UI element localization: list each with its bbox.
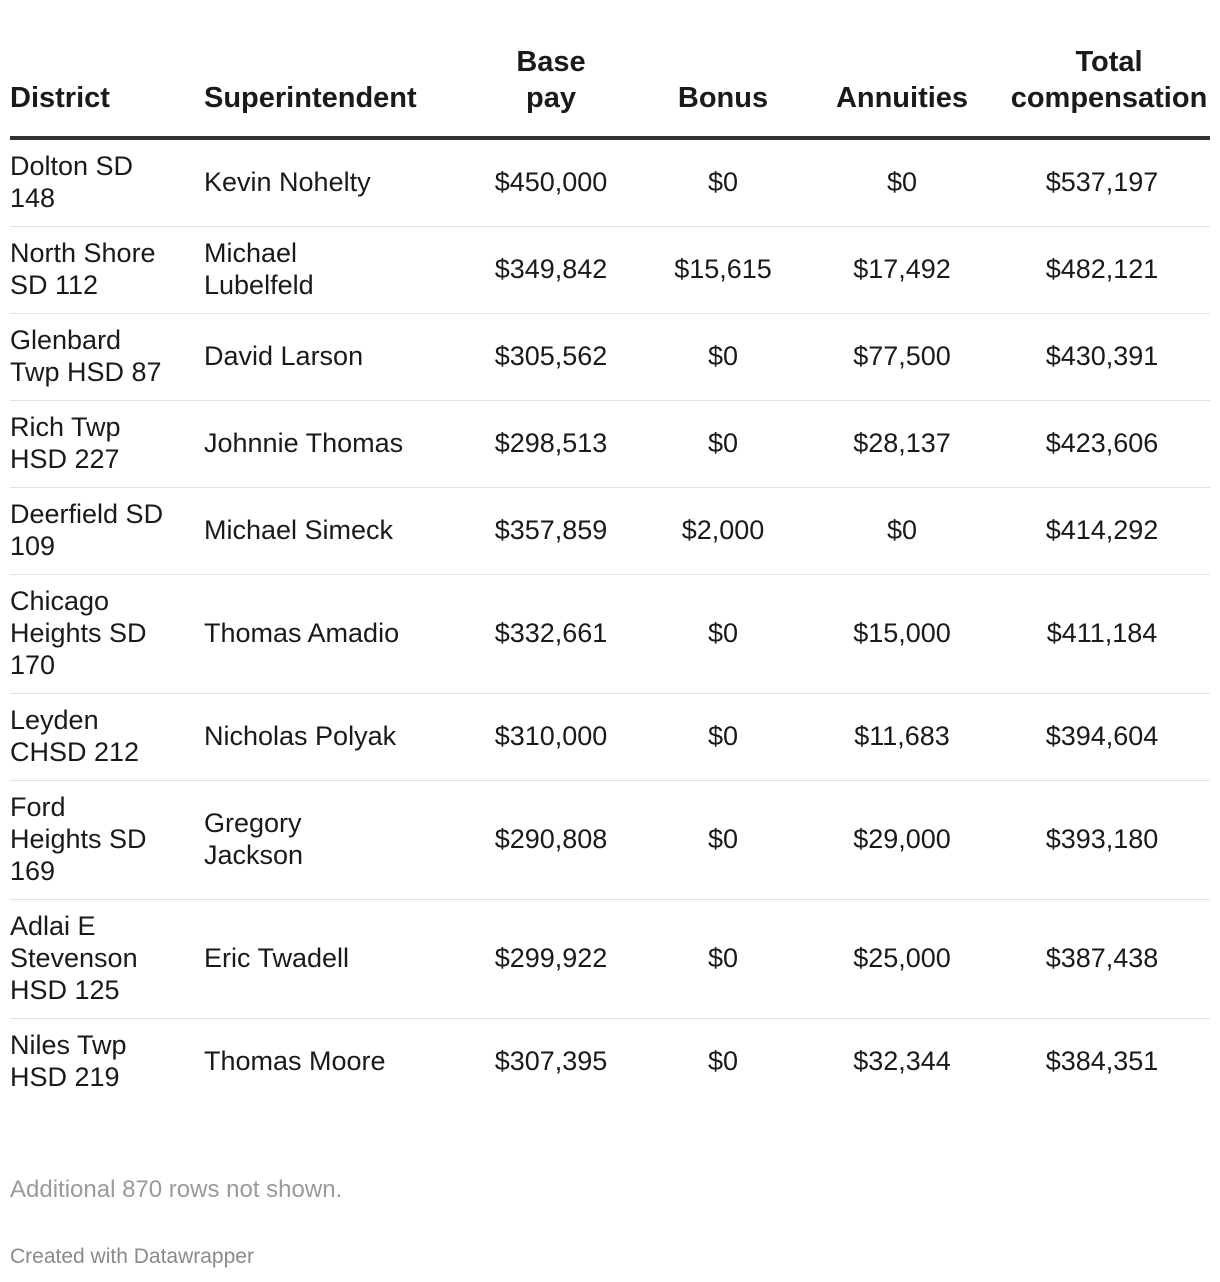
cell-annuities: $77,500 — [810, 314, 994, 401]
cell-superintendent: Nicholas Polyak — [204, 694, 466, 781]
cell-bonus: $2,000 — [636, 488, 810, 575]
cell-district: Glenbard Twp HSD 87 — [10, 314, 204, 401]
table-row — [10, 488, 1210, 575]
cell-annuities: $11,683 — [810, 694, 994, 781]
table-row — [10, 575, 1210, 694]
cell-district: Niles Twp HSD 219 — [10, 1030, 127, 1092]
cell-bonus: $15,615 — [636, 227, 810, 314]
column-header-total-compensation[interactable] — [994, 44, 1210, 138]
table-notes: Additional 870 rows not shown. — [10, 1176, 343, 1203]
table-row — [10, 1019, 1210, 1106]
column-header-annuities[interactable]: Annuities — [810, 44, 994, 138]
column-header-total-line2: compensation — [1010, 82, 1208, 114]
cell-total-compensation: $482,121 — [994, 227, 1210, 314]
table-body — [10, 138, 1210, 1105]
cell-annuities: $29,000 — [810, 781, 994, 900]
cell-base-pay: $310,000 — [466, 694, 636, 781]
table-row — [10, 138, 1210, 227]
header-row — [10, 44, 1210, 138]
table-row — [10, 401, 1210, 488]
cell-superintendent: Thomas Moore — [204, 1046, 386, 1076]
table-row — [10, 694, 1210, 781]
column-header-district[interactable]: District — [10, 44, 204, 138]
compensation-table — [10, 44, 1210, 1105]
cell-bonus: $0 — [636, 781, 810, 900]
cell-superintendent: Johnnie Thomas — [204, 401, 466, 488]
cell-base-pay: $349,842 — [466, 227, 636, 314]
cell-total-compensation: $537,197 — [994, 138, 1210, 227]
column-header-superintendent[interactable]: Superintendent — [204, 44, 466, 138]
cell-total-compensation: $411,184 — [994, 575, 1210, 694]
cell-district: Dolton SD 148 — [10, 138, 204, 227]
cell-bonus: $0 — [636, 900, 810, 1019]
cell-annuities: $32,344 — [853, 1046, 951, 1076]
cell-superintendent: Kevin Nohelty — [204, 138, 466, 227]
cell-annuities: $25,000 — [810, 900, 994, 1019]
column-header-base-pay[interactable] — [466, 44, 636, 138]
cell-district: Deerfield SD 109 — [10, 488, 204, 575]
cell-bonus: $0 — [636, 575, 810, 694]
cell-bonus: $0 — [636, 401, 810, 488]
cell-superintendent: Michael Simeck — [204, 488, 466, 575]
table-row — [10, 227, 1210, 314]
cell-total-compensation: $394,604 — [994, 694, 1210, 781]
column-header-base-pay-line1: Base — [516, 46, 586, 78]
table-row — [10, 314, 1210, 401]
cell-annuities: $17,492 — [810, 227, 994, 314]
column-header-bonus[interactable]: Bonus — [636, 44, 810, 138]
table-container — [10, 44, 1210, 1105]
cell-annuities: $28,137 — [810, 401, 994, 488]
cell-total-compensation: $423,606 — [994, 401, 1210, 488]
cell-annuities: $0 — [810, 138, 994, 227]
cell-district: North Shore SD 112 — [10, 227, 204, 314]
cell-total-compensation: $384,351 — [1045, 1046, 1159, 1076]
cell-district: Adlai E Stevenson HSD 125 — [10, 900, 204, 1019]
column-header-base-pay-line2: pay — [526, 82, 576, 114]
cell-total-compensation: $393,180 — [994, 781, 1210, 900]
cell-total-compensation: $387,438 — [994, 900, 1210, 1019]
datawrapper-credit: Created with Datawrapper — [10, 1245, 254, 1268]
cell-superintendent: David Larson — [204, 314, 466, 401]
cell-superintendent: Gregory Jackson — [204, 781, 466, 900]
cell-base-pay: $357,859 — [466, 488, 636, 575]
table-row — [10, 781, 1210, 900]
column-header-total-line1: Total — [1075, 46, 1143, 78]
cell-base-pay: $307,395 — [494, 1046, 608, 1076]
cell-district: Ford Heights SD 169 — [10, 781, 204, 900]
cell-superintendent: Thomas Amadio — [204, 575, 466, 694]
cell-base-pay: $298,513 — [466, 401, 636, 488]
table-row — [10, 900, 1210, 1019]
cell-base-pay: $332,661 — [466, 575, 636, 694]
cell-bonus: $0 — [636, 314, 810, 401]
cell-district: Chicago Heights SD 170 — [10, 575, 204, 694]
cell-total-compensation: $414,292 — [994, 488, 1210, 575]
cell-base-pay: $299,922 — [466, 900, 636, 1019]
cell-bonus: $0 — [636, 694, 810, 781]
cell-base-pay: $450,000 — [466, 138, 636, 227]
cell-district: Rich Twp HSD 227 — [10, 401, 204, 488]
cell-base-pay: $290,808 — [466, 781, 636, 900]
cell-district: Leyden CHSD 212 — [10, 694, 204, 781]
cell-base-pay: $305,562 — [466, 314, 636, 401]
cell-superintendent: Michael Lubelfeld — [204, 227, 466, 314]
cell-superintendent: Eric Twadell — [204, 900, 466, 1019]
cell-bonus: $0 — [636, 138, 810, 227]
cell-total-compensation: $430,391 — [994, 314, 1210, 401]
cell-annuities: $15,000 — [810, 575, 994, 694]
cell-annuities: $0 — [810, 488, 994, 575]
cell-bonus: $0 — [707, 1046, 739, 1076]
